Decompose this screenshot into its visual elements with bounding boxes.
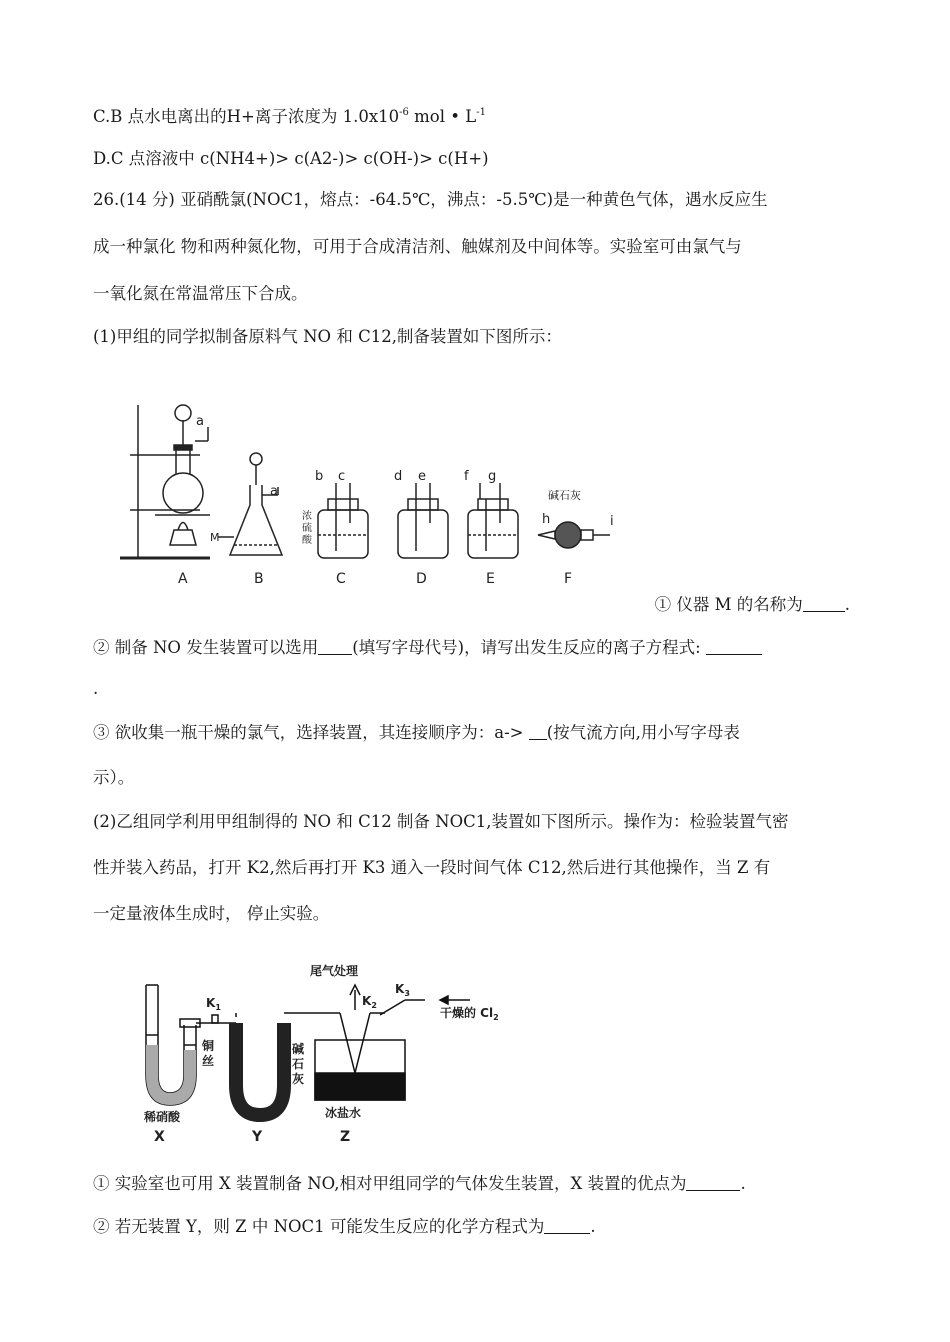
part1-q2 [93,637,762,659]
label-y: Y [252,1129,263,1145]
label-c: C [336,571,346,587]
part2-q2-text: ② 若无装置 Y，则 Z 中 NOC1 可能发生反应的化学方程式为 [93,1217,545,1236]
answer-blank-reaction[interactable] [544,1217,590,1234]
label-f: F [564,571,573,587]
port-g: g [488,469,497,484]
label-x: X [154,1129,165,1145]
label-z: Z [340,1129,351,1145]
label-d: D [416,571,427,587]
part1-q1-end: . [844,595,850,614]
part2-q1-end: . [740,1174,746,1193]
port-c: c [338,469,346,484]
label-k3: $K_3$ [395,982,410,998]
port-d: d [394,469,403,484]
part1-q3-end-line: 示）。 [93,768,135,787]
label-a: A [178,571,188,587]
label-copper-1: 铜 [202,1039,215,1053]
port-e: e [418,469,426,484]
part1-q1-text: ① 仪器 M 的名称为 [654,595,803,614]
port-i: i [610,514,614,529]
part2-line3: 一定量液体生成时， 停止实验。 [93,904,330,923]
label-soda-lime-1: 碱 [292,1042,305,1056]
label-soda-lime-3: 灰 [292,1072,305,1086]
c-reagent-3: 酸 [302,535,312,546]
label-dry-cl2: 干燥的 $Cl_2$ [440,1006,499,1022]
option-c-sup1: -6 [399,107,409,118]
apparatus-figure-1 [110,395,630,595]
answer-blank-m[interactable] [803,595,845,612]
label-ice-salt-water: 冰盐水 [325,1106,362,1120]
answer-blank-device[interactable] [318,638,352,655]
label-tail-gas: 尾气处理 [310,964,359,978]
part2-q1 [93,1173,746,1195]
q26-line2: 成一种氯化 物和两种氮化物，可用于合成清洁剂、触媒剂及中间体等。实验室可由氯气与 [93,237,742,256]
part1-q3 [93,722,740,744]
port-b: b [315,469,324,484]
part2-q1-text: ① 实验室也可用 X 装置制备 NO,相对甲组同学的气体发生装置，X 装置的优点为 [93,1174,687,1193]
port-f: f [464,469,469,484]
answer-blank-advantage[interactable] [686,1174,740,1191]
label-m: M [210,531,220,544]
part1-q3-text: ③ 欲收集一瓶干燥的氯气，选择装置，其连接顺序为：a-> [93,723,524,742]
label-k2: $K_2$ [362,994,377,1010]
part1-intro: (1)甲组的同学拟制备原料气 NO 和 C12,制备装置如下图所示： [93,327,562,346]
f-reagent: 碱石灰 [548,489,581,502]
c-reagent-1: 浓 [302,511,312,522]
answer-blank-equation[interactable] [706,638,762,655]
option-d: D.C 点溶液中 c(NH4+)> c(A2-)> c(OH-)> c(H+) [93,149,489,168]
part2-q2 [93,1216,596,1238]
label-copper-2: 丝 [202,1054,215,1068]
part1-q2-end-line: . [93,679,99,698]
part1-q2-mid: (填写字母代号)，请写出发生反应的离子方程式: [352,638,701,657]
option-c-unit: mol • L [408,107,477,126]
label-dilute-nitric: 稀硝酸 [144,1110,181,1124]
part2-q2-end: . [590,1217,596,1236]
port-a-1: a [196,414,204,429]
port-a-2: a [270,484,278,499]
apparatus-figure-2 [140,955,520,1150]
answer-blank-order[interactable] [529,723,547,740]
label-soda-lime-2: 石 [292,1057,305,1071]
option-c [93,106,486,128]
q26-line3: 一氧化氮在常温常压下合成。 [93,284,308,303]
part1-q1 [655,594,850,616]
part1-q3-mid: (按气流方向,用小写字母表 [546,723,740,742]
label-k1: $K_1$ [206,996,221,1012]
c-reagent-2: 硫 [302,523,312,534]
label-e: E [486,571,495,587]
part1-q2-text: ② 制备 NO 发生装置可以选用 [93,638,319,657]
part2-line1: (2)乙组同学利用甲组制得的 NO 和 C12 制备 NOC1,装置如下图所示。操作为：检验装置气密 [93,812,789,831]
option-c-text: C.B 点水电离出的H+离子浓度为 1.0x10 [93,107,400,126]
q26-line1: 26.(14 分) 亚硝酰氯(NOC1，熔点：-64.5℃，沸点：-5.5℃)是一种黄色气体，遇水反应生 [93,190,768,209]
option-c-sup2: -1 [476,107,486,118]
label-b: B [254,571,264,587]
port-h: h [542,512,551,527]
part2-line2: 性并装入药品，打开 K2,然后再打开 K3 通入一段时间气体 C12,然后进行其他操作，当 Z 有 [93,858,771,877]
